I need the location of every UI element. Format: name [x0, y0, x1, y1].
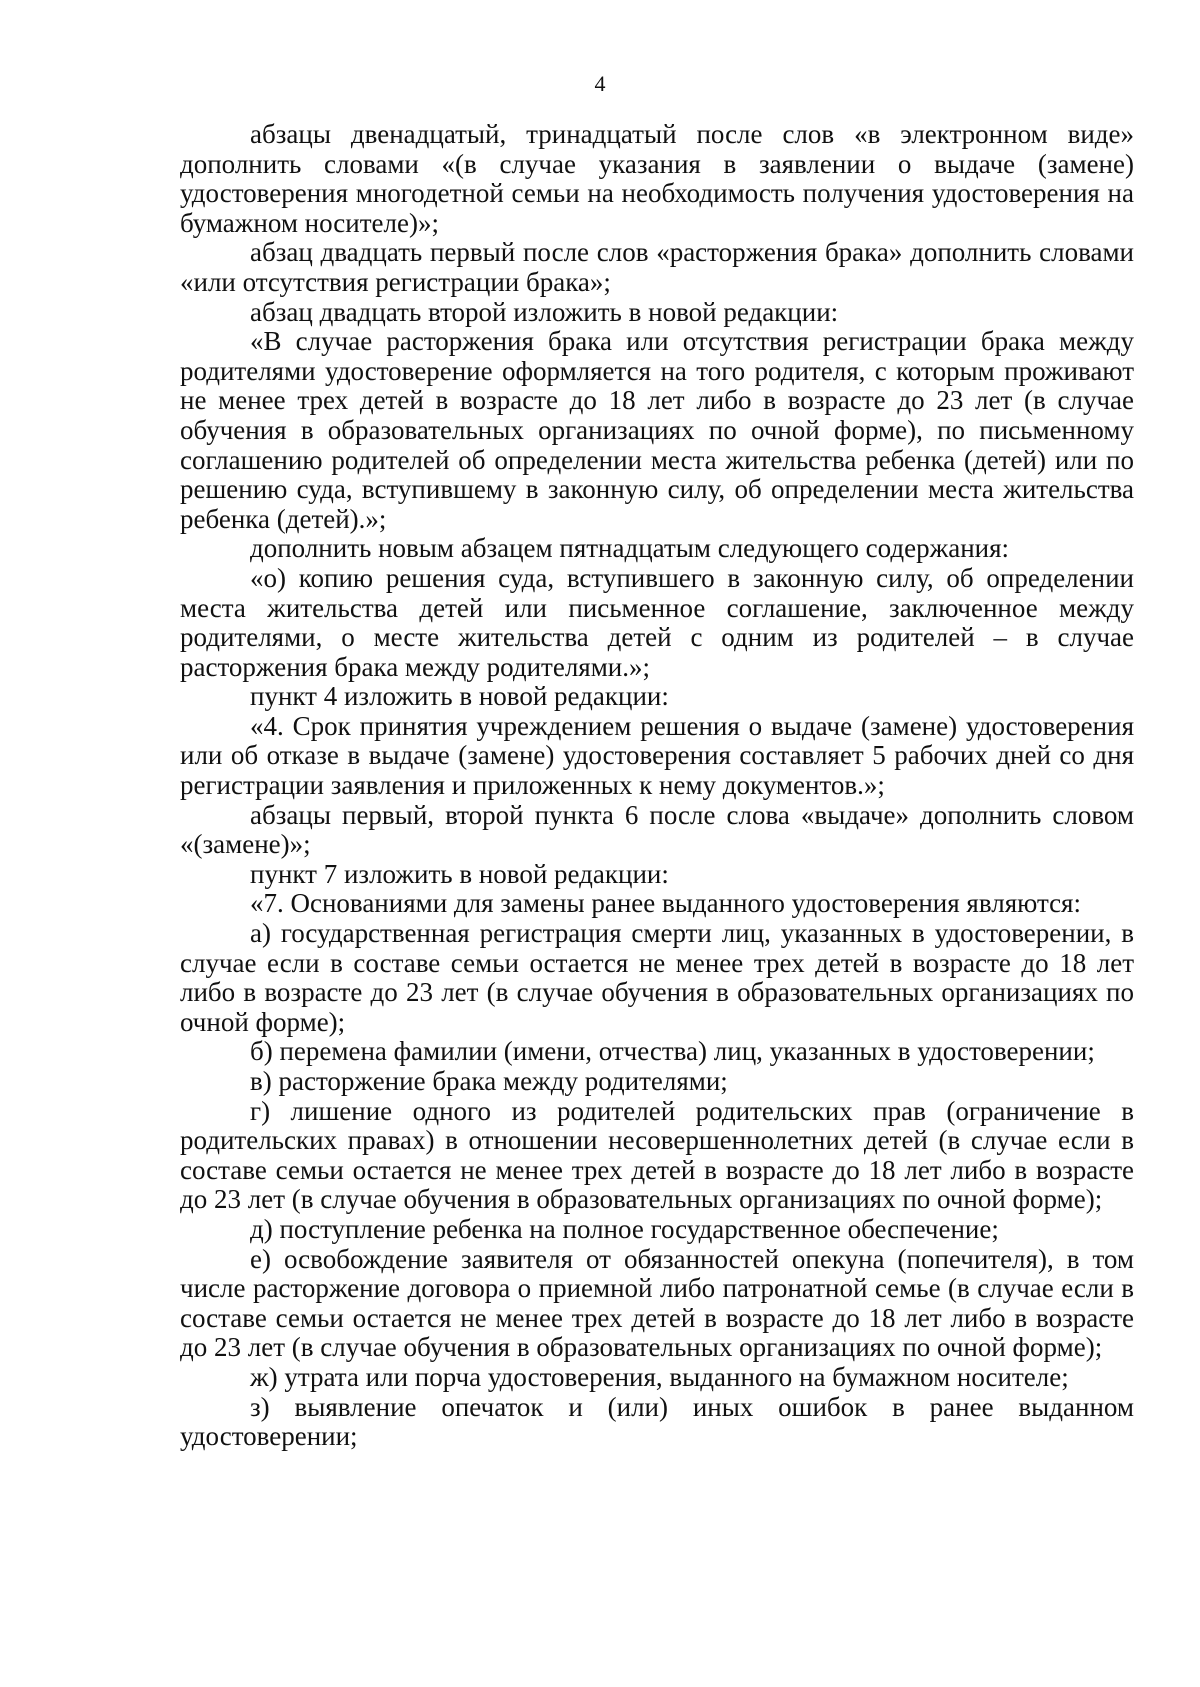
- paragraph: абзацы первый, второй пункта 6 после слова «выдаче» дополнить словом «(замене)»;: [180, 799, 1134, 860]
- list-item: б) перемена фамилии (имени, отчества) лиц, указанных в удостоверении;: [250, 1036, 1095, 1067]
- list-item: д) поступление ребенка на полное государственное обеспечение;: [250, 1213, 999, 1244]
- list-item: з) выявление опечаток и (или) иных ошибок в ранее выданном удостоверении;: [180, 1391, 1134, 1452]
- paragraph: «7. Основаниями для замены ранее выданного удостоверения являются:: [250, 888, 1081, 919]
- paragraph: пункт 4 изложить в новой редакции:: [250, 681, 669, 712]
- paragraph: «о) копию решения суда, вступившего в законную силу, об определении места жительства детей или письменное соглашение, заключенное между родителями, о месте жительства детей с одним из родителей – в случае расторжения брака между родителями.»;: [180, 562, 1134, 682]
- list-item: ж) утрата или порча удостоверения, выданного на бумажном носителе;: [250, 1361, 1069, 1392]
- document-body: [180, 120, 1134, 1452]
- paragraph: абзацы двенадцатый, тринадцатый после слов «в электронном виде» дополнить словами «(в случае указания в заявлении о выдаче (замене) удостоверения многодетной семьи на необходимость получения удостоверения на бумажном носителе)»;: [180, 119, 1134, 238]
- paragraph: пункт 7 изложить в новой редакции:: [250, 858, 669, 889]
- page-number: 4: [594, 71, 606, 96]
- list-item: а) государственная регистрация смерти лиц, указанных в удостоверении, в случае если в составе семьи остается не менее трех детей в возрасте до 18 лет либо в возрасте до 23 лет (в случае обучения в образовательных организациях по очной форме);: [180, 918, 1134, 1037]
- paragraph: абзац двадцать второй изложить в новой редакции:: [250, 296, 839, 327]
- list-item: е) освобождение заявителя от обязанностей опекуна (попечителя), в том числе расторжение договора о приемной либо патронатной семье (в случае если в составе семьи остается не менее трех детей в возрасте до 18 лет либо в возрасте до 23 лет (в случае обучения в образовательных организациях по очной форме);: [180, 1243, 1134, 1363]
- list-item: в) расторжение брака между родителями;: [250, 1066, 728, 1096]
- list-item: г) лишение одного из родителей родительских прав (ограничение в родительских правах) в отношении несовершеннолетних детей (в случае если в составе семьи остается не менее трех детей в возрасте до 18 лет либо в возрасте до 23 лет (в случае обучения в образовательных организациях по очной форме);: [180, 1095, 1134, 1215]
- paragraph: «В случае расторжения брака или отсутствия регистрации брака между родителями удостоверение оформляется на того родителя, с которым проживают не менее трех детей в возрасте до 18 лет либо в возрасте до 23 лет (в случае обучения в образовательных организациях по очной форме), по письменному соглашению родителей об определении места жительства ребенка (детей) или по решению суда, вступившему в законную силу, об определении места жительства ребенка (детей).»;: [180, 326, 1134, 534]
- paragraph: абзац двадцать первый после слов «расторжения брака» дополнить словами «или отсутствия регистрации брака»;: [180, 237, 1134, 297]
- paragraph: «4. Срок принятия учреждением решения о выдаче (замене) удостоверения или об отказе в выдаче (замене) удостоверения составляет 5 рабочих дней со дня регистрации заявления и приложенных к нему документов.»;: [180, 710, 1134, 801]
- paragraph: дополнить новым абзацем пятнадцатым следующего содержания:: [250, 533, 1010, 564]
